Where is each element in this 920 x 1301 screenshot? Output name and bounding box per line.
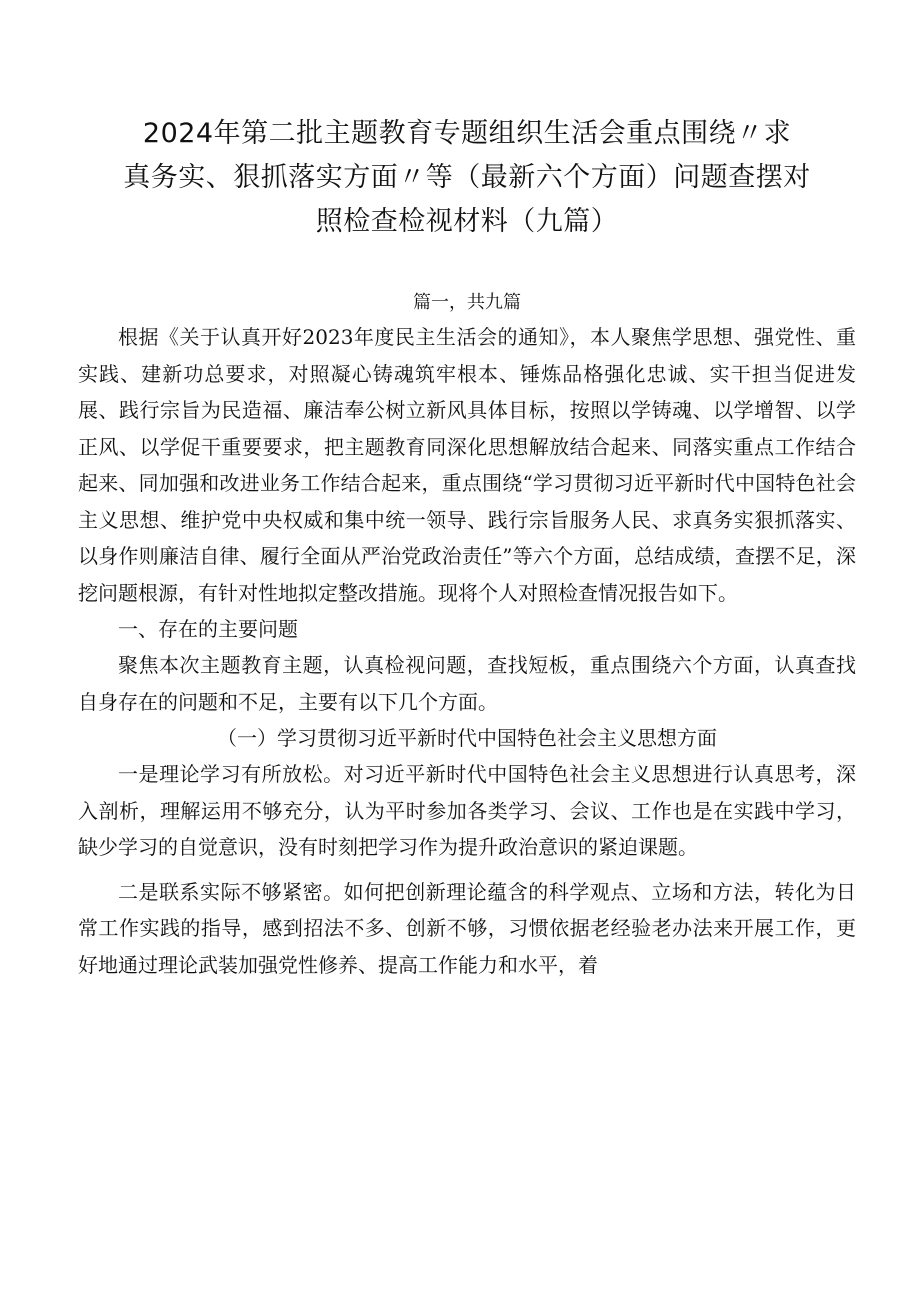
document-title [78,112,856,244]
document-subtitle: 篇一，共九篇 [413,292,521,313]
point-2-paragraph: 二是联系实际不够紧密。如何把创新理论蕴含的科学观点、立场和方法，转化为日常工作实践的指导，感到招法不多、创新不够，习惯依据老经验老办法来开展工作，更好地通过理论武装加强党性修养、提高工作能力和水平，着 [78,879,856,977]
title-line-1: 2024年第二批主题教育专题组织生活会重点围绕〃求 [142,118,792,149]
point-1-paragraph: 一是理论学习有所放松。对习近平新时代中国特色社会主义思想进行认真思考，深入剖析，理解运用不够充分，认为平时参加各类学习、会议、工作也是在实践中学习，缺少学习的自觉意识，没有时刻把学习作为提升政治意识的紧迫课题。 [78,762,856,859]
intro-paragraph: 根据《关于认真开好2023年度民主生活会的通知》，本人聚焦学思想、强党性、重实践、建新功总要求，对照凝心铸魂筑牢根本、锤炼品格强化忠诚、实干担当促进发展、践行宗旨为民造福、廉洁奉公树立新风具体目标，按照以学铸魂、以学增智、以学正风、以学促干重要要求，把主题教育同深化思想解放结合起来、同落实重点工作结合起来、同加强和改进业务工作结合起来，重点围绕“学习贯彻习近平新时代中国特色社会主义思想、维护党中央权威和集中统一领导、践行宗旨服务人民、求真务实狠抓落实、以身作则廉洁自律、履行全面从严治党政治责任”等六个方面，总结成绩，查摆不足，深挖问题根源，有针对性地拟定整改措施。现将个人对照检查情况报告如下。 [78,325,856,605]
title-line-3: 照检查检视材料（九篇） [315,206,619,237]
title-line-2: 真务实、狠抓落实方面〃等（最新六个方面）问题查摆对 [123,162,811,193]
paragraph-gap [78,866,856,874]
section-heading-problems: 一、存在的主要问题 [118,617,298,641]
document-page [78,112,856,983]
section-1-paragraph: 聚焦本次主题教育主题，认真检视问题，查找短板，重点围绕六个方面，认真查找自身存在的问题和不足，主要有以下几个方面。 [78,653,856,714]
subsection-heading-theory: （一）学习贯彻习近平新时代中国特色社会主义思想方面 [217,726,717,750]
